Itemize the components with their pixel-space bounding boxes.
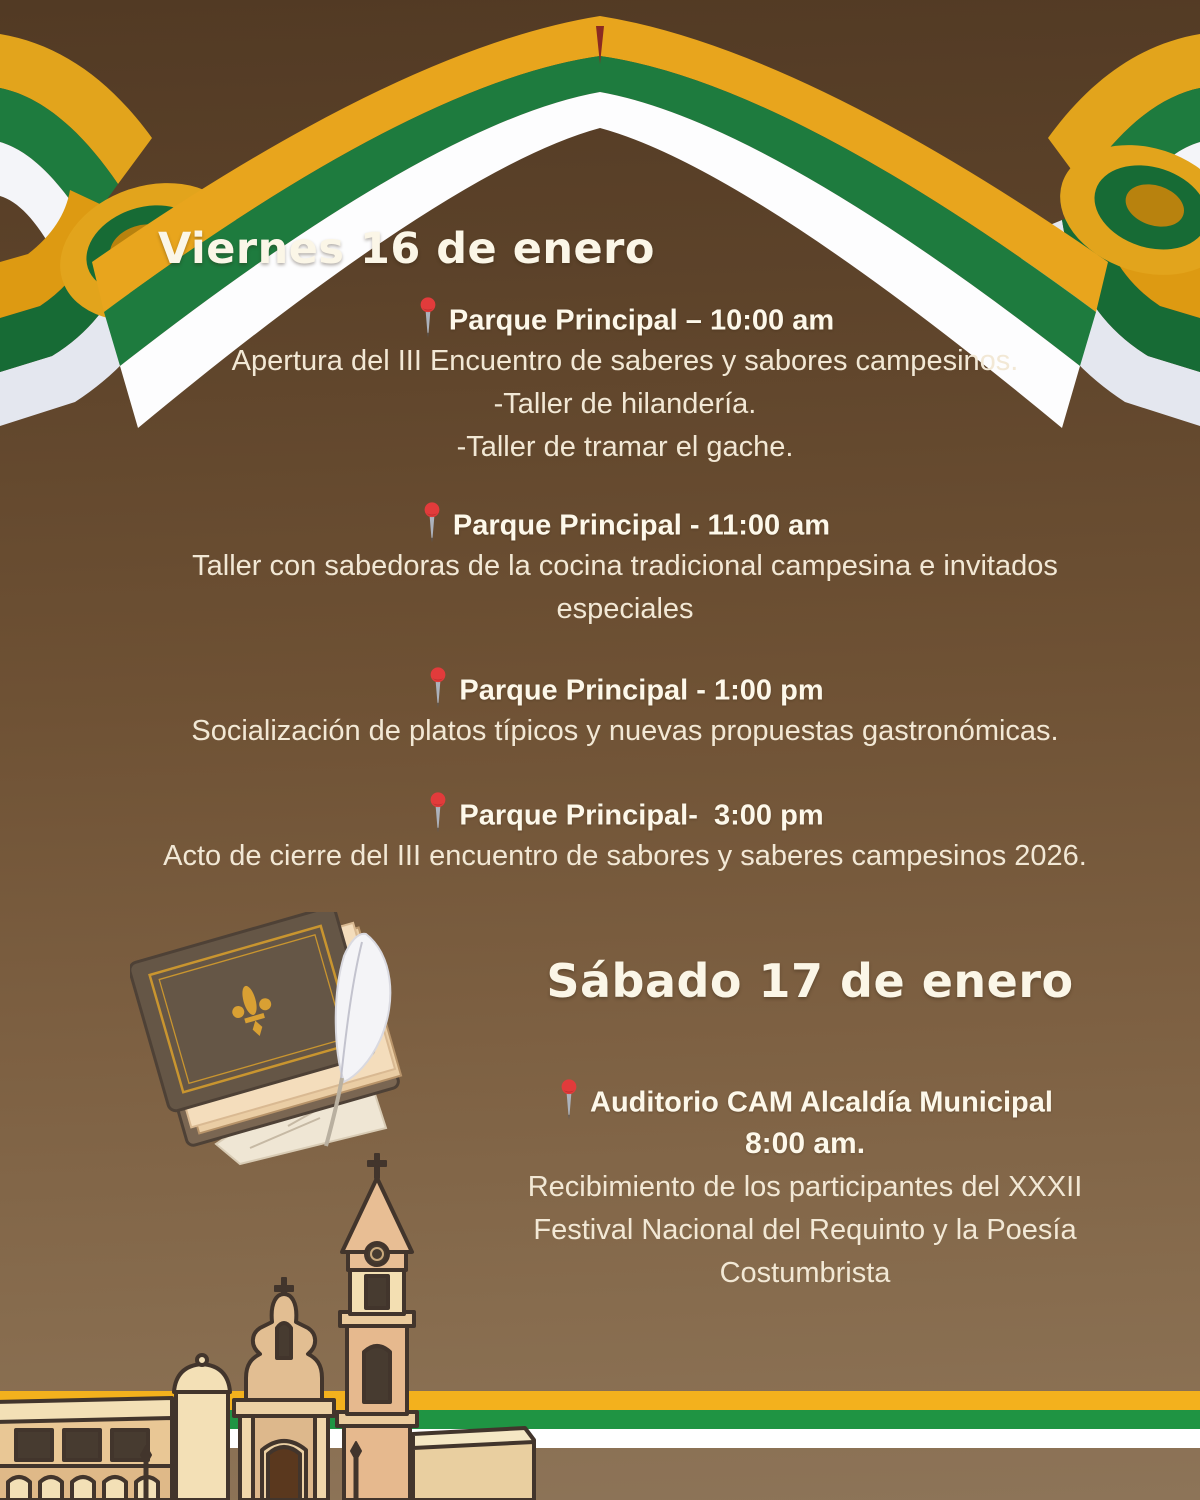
event-detail: Acto de cierre del III encuentro de sabores y saberes campesinos 2026. (163, 840, 1087, 873)
pushpin-icon (557, 1078, 581, 1120)
friday-heading: Viernes 16 de enero (158, 224, 655, 274)
church-facade (234, 1278, 334, 1500)
event-location-time: Parque Principal – 10:00 am (25, 296, 1200, 340)
event-detail: Costumbrista (719, 1257, 891, 1290)
event-detail: -Taller de tramar el gache. (456, 431, 794, 464)
event-location: Auditorio CAM Alcaldía Municipal (405, 1078, 1200, 1122)
friday-event-2 (25, 501, 1200, 631)
friday-event-1 (25, 296, 1200, 469)
friday-event-4 (25, 791, 1200, 878)
pushpin-icon (416, 296, 440, 338)
friday-event-3 (25, 666, 1200, 753)
event-time: 8:00 am. (744, 1127, 866, 1161)
event-detail: especiales (556, 593, 694, 626)
church-right-building (413, 1428, 534, 1500)
pushpin-icon (420, 501, 444, 543)
saturday-event-1 (405, 1078, 1200, 1295)
event-detail: Apertura del III Encuentro de saberes y sabores campesinos. (231, 345, 1019, 378)
event-detail: Recibimiento de los participantes del XXXII (527, 1171, 1083, 1204)
saturday-heading: Sábado 17 de enero (546, 954, 1074, 1008)
event-detail: Taller con sabedoras de la cocina tradicional campesina e invitados (192, 550, 1058, 583)
event-location-time: Parque Principal - 1:00 pm (25, 666, 1200, 710)
pushpin-icon (426, 666, 450, 708)
event-detail: -Taller de hilandería. (493, 388, 757, 421)
pushpin-icon (426, 791, 450, 833)
event-detail: Festival Nacional del Requinto y la Poesía (533, 1214, 1077, 1247)
event-location-time: Parque Principal- 3:00 pm (25, 791, 1200, 835)
event-detail: Socialización de platos típicos y nuevas propuestas gastronómicas. (191, 715, 1059, 748)
event-location-time: Parque Principal - 11:00 am (25, 501, 1200, 545)
church-turret (174, 1355, 230, 1500)
